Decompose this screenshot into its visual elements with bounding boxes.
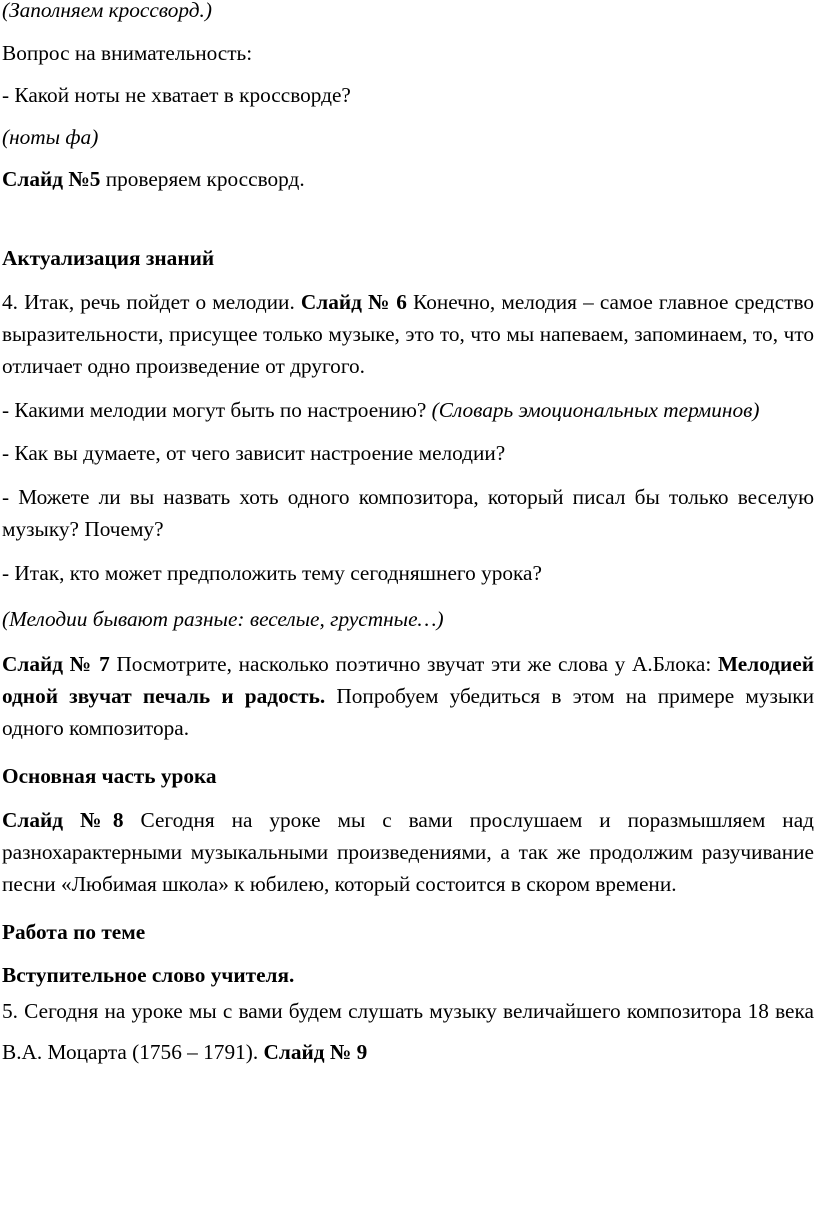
section-heading-teacher-intro: Вступительное слово учителя. [2,963,295,987]
melody-paragraph [2,286,814,382]
crossword-answer: (ноты фа) [2,125,99,149]
blok-quote: Мелодией одной звучат печаль и радость. [2,652,814,708]
slide-7-text: Посмотрите, насколько поэтично звучат эти же слова у А.Блока: [109,652,718,676]
slide-5-text: проверяем кроссворд. [100,167,305,191]
slide-8-label: Слайд №8 [2,808,124,832]
mozart-paragraph [2,991,814,1073]
composer-question: - Можете ли вы назвать хоть одного композитора, который писал бы только веселую музыку? Почему? [2,485,814,541]
slide-6-label: Слайд № 6 [300,290,407,314]
crossword-question: - Какой ноты не хватает в кроссворде? [2,83,351,107]
slide-7-label: Слайд № 7 [2,652,110,676]
section-heading-actualization: Актуализация знаний [2,246,215,270]
slide-9-label: Слайд № 9 [263,1040,368,1064]
emotional-terms-note: (Словарь эмоциональных терминов) [431,398,760,422]
mood-depends-question: - Как вы думаете, от чего зависит настроение мелодии? [2,441,506,465]
mood-question [2,394,814,426]
melodies-answer: (Мелодии бывают разные: веселые, грустные…) [2,607,444,631]
slide-8-text: Сегодня на уроке мы с вами прослушаем и поразмышляем над разнохарактерными музыкальными произведениями, а так же продолжим разучивание песни «Любимая школа» к юбилею, который состоится в скором времени. [2,808,814,896]
melody-text-start: 4. Итак, речь пойдет о мелодии. [2,290,301,314]
slide-8-paragraph [2,804,814,900]
slide-7-paragraph [2,648,814,744]
slide-5-label: Слайд №5 [2,167,101,191]
mood-question-text: - Какими мелодии могут быть по настроению? [2,398,432,422]
slide-7-text-end: Попробуем убедиться в этом на примере музыки одного композитора. [2,684,814,740]
mozart-text: 5. Сегодня на уроке мы с вами будем слушать музыку величайшего композитора 18 века В.А. Моцарта (1756 – 1791). [2,999,814,1064]
attention-question-intro: Вопрос на внимательность: [2,41,253,65]
crossword-note: (Заполняем кроссворд.) [2,0,212,22]
slide-5-paragraph [2,163,814,195]
section-heading-main-part: Основная часть урока [2,764,217,788]
melody-text-end: Конечно, мелодия – самое главное средство выразительности, присущее только музыке, это то, что мы напеваем, запоминаем, то, что отличает одно произведение от другого. [2,290,815,378]
section-heading-topic-work: Работа по теме [2,920,146,944]
lesson-topic-question: - Итак, кто может предположить тему сегодняшнего урока? [2,561,542,585]
